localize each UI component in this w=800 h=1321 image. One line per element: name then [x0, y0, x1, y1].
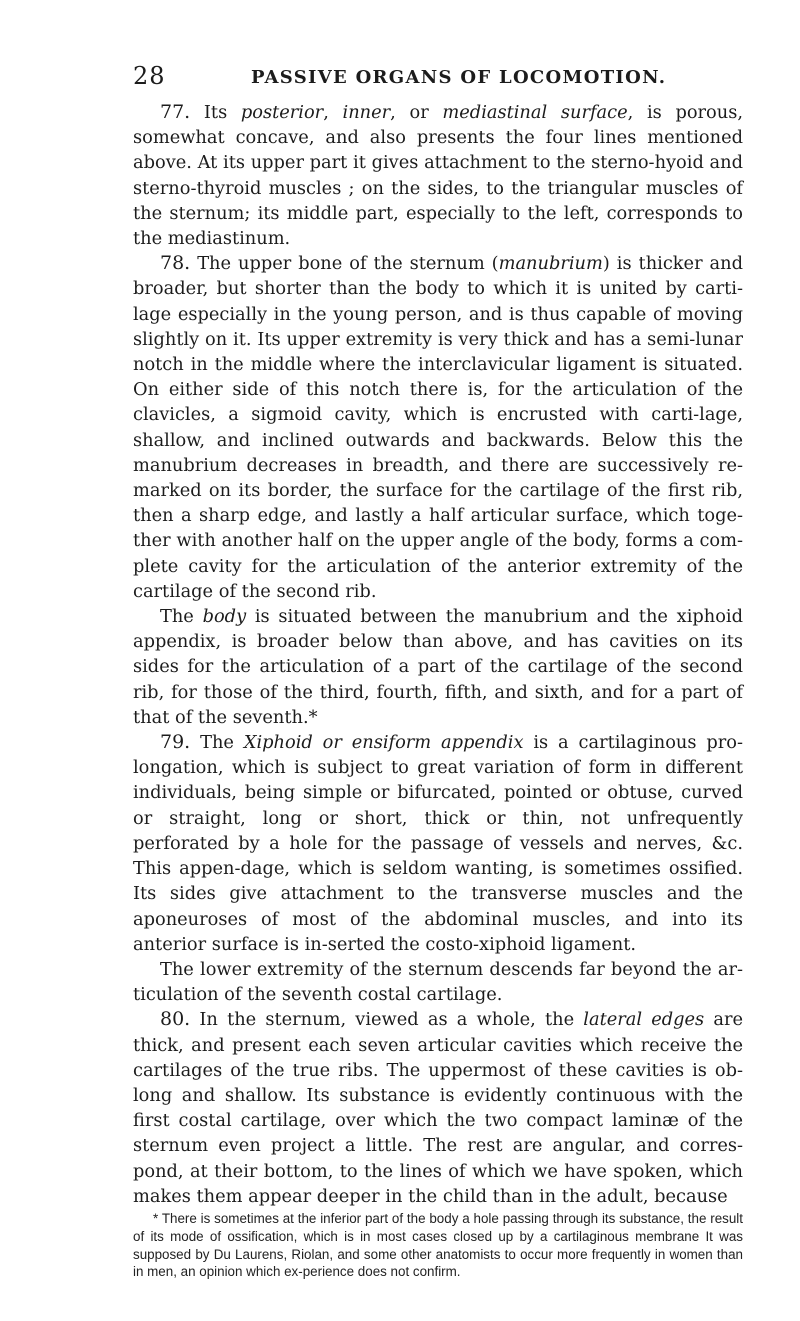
text-run: ,	[323, 102, 343, 123]
text-run: Its	[190, 102, 241, 123]
running-head: PASSIVE ORGANS OF LOCOMOTION.	[251, 67, 667, 88]
text-run: In the sternum, viewed as a whole, the	[190, 1009, 584, 1031]
paragraph-number: 77.	[160, 101, 191, 123]
italic-term: lateral edges	[583, 1009, 705, 1031]
text-run: is a cartilaginous pro-longation, which is subject to great variation of form in different individuals, being simple or bifurcated, pointed or obtuse, curved or straight, long or short, thick or thin, not unfrequently perforated by a hole for the passage of vessels and nerves, &c. This appen-dage, which is seldom wanting, is sometimes ossified. Its sides give attachment to the transverse muscles and the aponeuroses of most of the abdominal muscles, and into its anterior surface is in-serted the costo-xiphoid ligament.	[133, 732, 743, 955]
page-header	[133, 62, 743, 92]
paragraph-lower-extremity	[133, 957, 743, 1007]
paragraph-number: 80.	[160, 1008, 191, 1031]
text-run: The lower extremity of the sternum descends far beyond the ar-ticulation of the seventh costal cartilage.	[133, 958, 743, 1006]
text-run: , or	[390, 102, 443, 123]
text-run: is situated between the manubrium and the xiphoid appendix, is broader below than above, and has cavities on its sides for the articulation of a part of the cartilage of the second rib, for those of the third, fourth, fifth, and sixth, and for a part of that of the seventh.*	[133, 606, 743, 728]
text-run: are thick, and present each seven articular cavities which receive the cartilages of the true ribs. The uppermost of these cavities is ob-long and shallow. Its substance is evidently continuous with the first costal cartilage, over which the two compact laminæ of the sternum even project a little. The rest are angular, and corres-pond, at their bottom, to the lines of which we have spoken, which makes them appear deeper in the child than in the adult, because	[133, 1009, 743, 1207]
italic-term: inner	[342, 102, 391, 123]
paragraph-number: 79.	[160, 731, 191, 754]
text-run: ) is thicker and broader, but shorter than the body to which it is united by carti-lage especially in the young person, and is thus capable of moving slightly on it. Its upper extremity is very thick and has a semi-lunar notch in the middle where the interclavicular ligament is situated. On either side of this notch there is, for the articulation of the clavicles, a sigmoid cavity, which is encrusted with carti-lage, shallow, and inclined outwards and backwards. Below this the manubrium decreases in breadth, and there are successively re-marked on its border, the surface for the cartilage of the first rib, then a sharp edge, and lastly a half articular surface, which toge-ther with another half on the upper angle of the body, forms a com-plete cavity for the articulation of the anterior extremity of the cartilage of the second rib.	[133, 253, 743, 602]
italic-term: mediastinal surface	[442, 102, 628, 123]
italic-term: Xiphoid or ensiform appendix	[243, 732, 524, 754]
paragraph-number: 78.	[160, 252, 191, 275]
body-text	[133, 100, 743, 1209]
italic-term: manubrium	[498, 253, 603, 275]
paragraph-79	[133, 730, 743, 957]
italic-term: body	[202, 606, 247, 628]
paragraph-body	[133, 604, 743, 730]
paragraph-80	[133, 1007, 743, 1209]
text-run: , is porous, somewhat concave, and also presents the four lines mentioned above. At its upper part it gives attachment to the sterno-hyoid and sterno-thyroid muscles ; on the sides, to the triangular muscles of the sternum; its middle part, especially to the left, corresponds to the mediastinum.	[133, 102, 743, 250]
paragraph-77	[133, 100, 743, 251]
text-run: The	[160, 606, 203, 628]
footnote: * There is sometimes at the inferior part of the body a hole passing through its substance, the result of its mode of ossification, which is in most cases closed up by a cartilaginous membrane It was supposed by Du Laurens, Riolan, and some other anatomists to occur more frequently in women than in men, an opinion which ex-perience does not confirm.	[133, 1211, 743, 1280]
text-run: The upper bone of the sternum (	[190, 253, 499, 275]
italic-term: posterior	[240, 102, 324, 123]
paragraph-78	[133, 251, 743, 604]
text-run: The	[190, 732, 244, 754]
page-number: 28	[133, 62, 166, 90]
